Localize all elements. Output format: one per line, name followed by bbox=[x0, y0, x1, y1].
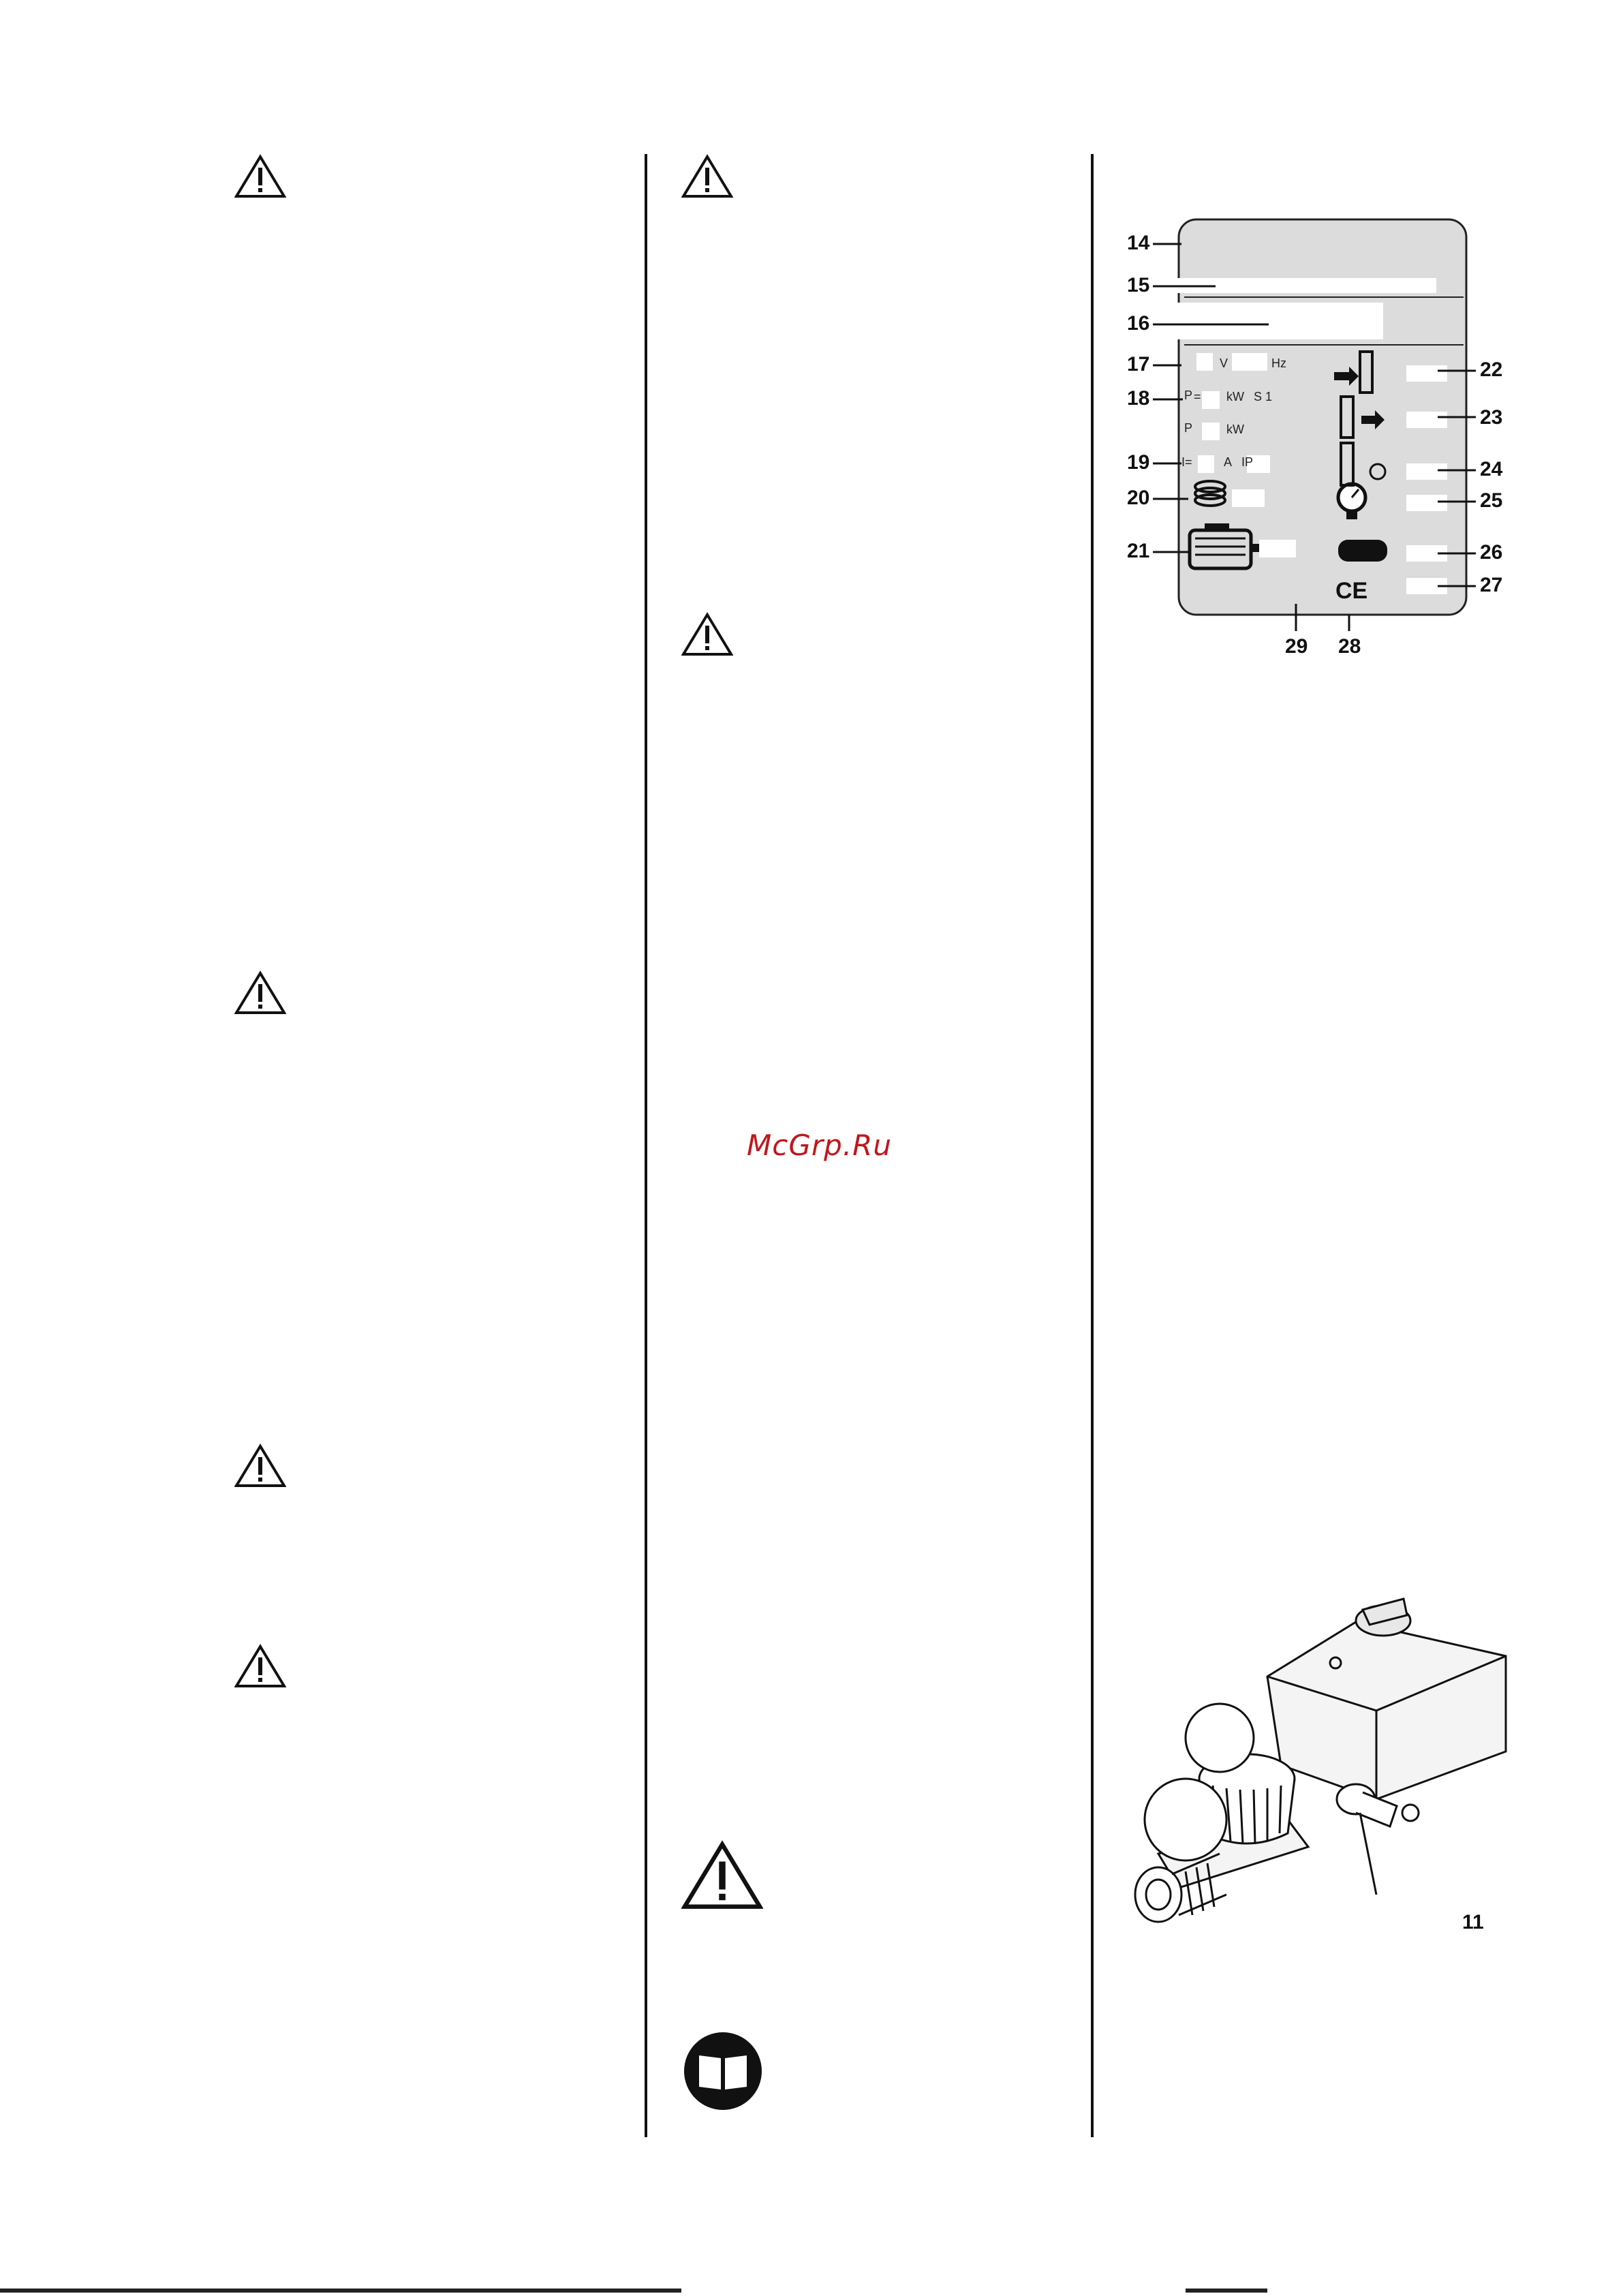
column-divider-right bbox=[1091, 154, 1094, 2137]
callout-28: 28 bbox=[1338, 635, 1361, 658]
column-divider-left bbox=[645, 154, 647, 2137]
power-unit-1: kW bbox=[1226, 390, 1244, 403]
callout-20: 20 bbox=[1127, 487, 1150, 509]
callout-leader-lines bbox=[1117, 204, 1526, 654]
callout-11: 11 bbox=[1462, 1911, 1484, 1933]
ce-mark: CE bbox=[1335, 578, 1368, 604]
protection-class: IP bbox=[1241, 455, 1254, 469]
warning-triangle-icon bbox=[234, 1443, 286, 1488]
warning-triangle-icon bbox=[681, 154, 733, 199]
warning-triangle-icon bbox=[681, 612, 733, 657]
current-label: I= bbox=[1181, 455, 1192, 469]
eq-sign: = bbox=[1194, 390, 1201, 403]
current-unit: A bbox=[1224, 455, 1233, 469]
callout-24: 24 bbox=[1480, 458, 1503, 480]
callout-26: 26 bbox=[1480, 541, 1503, 564]
power-label-2: P bbox=[1184, 421, 1193, 435]
power-label-1: P bbox=[1184, 388, 1193, 402]
read-manual-book-icon bbox=[683, 2031, 763, 2111]
warning-triangle-icon bbox=[234, 1644, 286, 1689]
callout-25: 25 bbox=[1480, 489, 1503, 512]
callout-21: 21 bbox=[1127, 540, 1150, 562]
callout-17: 17 bbox=[1127, 353, 1150, 376]
callout-16: 16 bbox=[1127, 312, 1150, 335]
frequency-unit: Hz bbox=[1271, 356, 1286, 370]
callout-22: 22 bbox=[1480, 358, 1503, 381]
callout-29: 29 bbox=[1285, 635, 1308, 658]
power-unit-2: kW bbox=[1226, 423, 1244, 436]
callout-23: 23 bbox=[1480, 406, 1503, 429]
callout-15: 15 bbox=[1127, 274, 1150, 296]
scan-edge-mark bbox=[0, 2289, 681, 2293]
voltage-unit: V bbox=[1220, 356, 1228, 370]
watermark-text: McGrp.Ru bbox=[747, 1129, 892, 1162]
scan-edge-mark bbox=[1186, 2289, 1267, 2293]
pressure-switch-figure bbox=[1131, 1574, 1519, 1956]
callout-14: 14 bbox=[1127, 232, 1150, 254]
callout-18: 18 bbox=[1127, 387, 1150, 410]
callout-19: 19 bbox=[1127, 451, 1150, 474]
warning-triangle-icon-large bbox=[681, 1840, 763, 1911]
callout-27: 27 bbox=[1480, 574, 1503, 596]
warning-triangle-icon bbox=[234, 970, 286, 1015]
warning-triangle-icon bbox=[234, 154, 286, 199]
duty-class: S 1 bbox=[1254, 390, 1273, 403]
